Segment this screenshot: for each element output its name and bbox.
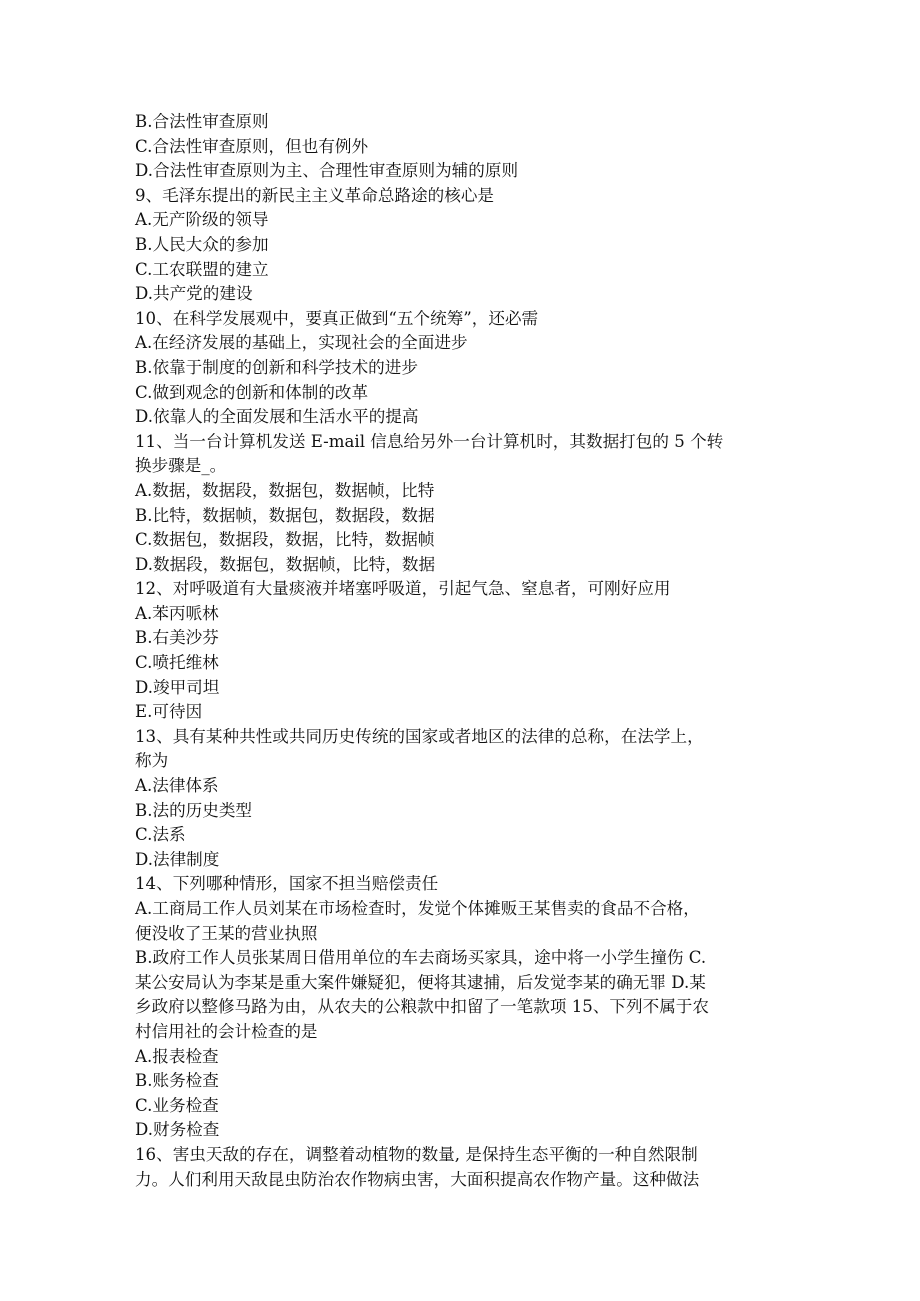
option-line: C.法系	[135, 825, 186, 845]
option-line: 某公安局认为李某是重大案件嫌疑犯，便将其逮捕，后发觉李某的确无罪 D.某	[135, 972, 706, 992]
question-line: 14、下列哪种情形，国家不担当赔偿责任	[135, 874, 439, 894]
option-line: B.右美沙芬	[135, 628, 219, 648]
option-line: C.喷托维林	[135, 653, 219, 673]
option-line: B.比特，数据帧，数据包，数据段，数据	[135, 505, 435, 525]
option-line: A.数据，数据段，数据包，数据帧，比特	[135, 480, 435, 500]
text-line: D.合法性审查原则为主、合理性审查原则为辅的原则	[135, 161, 519, 181]
option-line: C.做到观念的创新和体制的改革	[135, 382, 369, 402]
question-line: 12、对呼吸道有大量痰液并堵塞呼吸道，引起气急、窒息者，可刚好应用	[135, 579, 671, 599]
option-line: 便没收了王某的营业执照	[135, 923, 318, 943]
document-body	[135, 110, 785, 1192]
option-line: D.法律制度	[135, 849, 220, 869]
question-line: 村信用社的会计检查的是	[135, 1021, 318, 1041]
text-line: B.合法性审查原则	[135, 112, 269, 131]
option-line: A.无产阶级的领导	[135, 210, 269, 230]
option-line: D.依靠人的全面发展和生活水平的提高	[135, 407, 419, 427]
option-line: B.依靠于制度的创新和科学技术的进步	[135, 357, 418, 377]
question-line: 力。人们利用天敌昆虫防治农作物病虫害，大面积提高农作物产量。这种做法	[135, 1169, 700, 1189]
question-line: 10、在科学发展观中，要真正做到“五个统筹”，还必需	[135, 308, 539, 328]
option-line: 乡政府以整修马路为由，从农夫的公粮款中扣留了一笔款项 15、下列不属于农	[135, 997, 709, 1017]
question-line: 称为	[135, 751, 169, 771]
option-line: D.竣甲司坦	[135, 677, 220, 697]
option-line: B.账务检查	[135, 1071, 219, 1091]
question-line: 13、具有某种共性或共同历史传统的国家或者地区的法律的总称，在法学上，	[135, 726, 704, 746]
option-line: C.数据包，数据段，数据，比特，数据帧	[135, 530, 435, 550]
option-line: E.可待因	[135, 702, 203, 722]
option-line: B.政府工作人员张某周日借用单位的车去商场买家具，途中将一小学生撞伤 C.	[135, 948, 707, 968]
option-line: B.人民大众的参加	[135, 234, 269, 254]
option-line: D.数据段，数据包，数据帧，比特，数据	[135, 554, 436, 574]
question-line: 9、毛泽东提出的新民主主义革命总路途的核心是	[135, 185, 495, 205]
option-line: D.共产党的建设	[135, 284, 253, 304]
option-line: C.工农联盟的建立	[135, 259, 269, 279]
option-line: A.苯丙哌林	[135, 603, 219, 623]
option-line: C.业务检查	[135, 1095, 219, 1115]
option-line: A.法律体系	[135, 776, 219, 796]
question-line: 16、害虫天敌的存在，调整着动植物的数量, 是保持生态平衡的一种自然限制	[135, 1144, 698, 1164]
question-line: 11、当一台计算机发送 E-mail 信息给另外一台计算机时，其数据打包的 5 个转	[135, 431, 724, 451]
option-line: A.报表检查	[135, 1046, 219, 1066]
option-line: B.法的历史类型	[135, 800, 253, 820]
option-line: A.工商局工作人员刘某在市场检查时，发觉个体摊贩王某售卖的食品不合格，	[135, 899, 700, 918]
option-line: D.财务检查	[135, 1120, 220, 1140]
option-line: A.在经济发展的基础上，实现社会的全面进步	[135, 333, 468, 353]
question-line: 换步骤是_。	[135, 456, 227, 476]
text-line: C.合法性审查原则，但也有例外	[135, 136, 369, 156]
